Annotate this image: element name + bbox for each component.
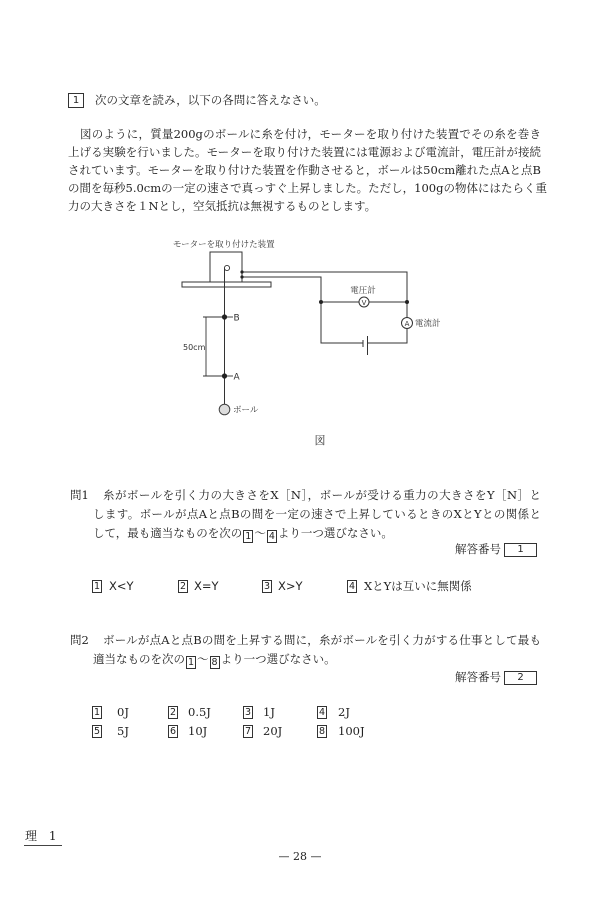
- page-number: — 28 —: [278, 850, 322, 863]
- option-number-box: 4: [318, 707, 326, 718]
- answer-number-box: 2: [504, 671, 537, 685]
- question-text-fragment: より一つ選びなさい。: [277, 526, 393, 540]
- passage-line: 上げる実験を行いました。モーターを取り付けた装置には電源および電流計，電圧計が接続: [68, 145, 541, 159]
- question-label: 問2: [70, 633, 89, 647]
- choice-range-end-box: 4: [268, 531, 275, 542]
- junction-dot: [319, 300, 323, 304]
- question-text-line: します。ボールが点Aと点Bの間を一定の速さで上昇しているときのXとYとの関係と: [93, 507, 541, 521]
- passage-line: 図のように，質量200gのボールに糸を付け，モーターを取り付けた装置でその糸を巻き: [80, 127, 541, 141]
- ammeter-label: 電流計: [415, 319, 441, 329]
- question-text-line: [93, 651, 336, 667]
- option-text: 5J: [117, 724, 129, 738]
- option-number-box: 1: [93, 581, 101, 592]
- point-b-label: B: [233, 313, 240, 324]
- choice-range-end-box: 8: [211, 657, 218, 668]
- passage-line: の間を毎秒5.0cmの一定の速さで真っすぐ上昇しました。ただし，100gの物体にはたらく重: [68, 181, 547, 195]
- subject-label: 理 1: [24, 828, 62, 846]
- option-number-box: 3: [263, 581, 271, 592]
- option-text: X=Y: [194, 579, 219, 593]
- option-text: X<Y: [109, 579, 134, 593]
- option-text: 2J: [338, 705, 350, 719]
- question-label: 問1: [70, 488, 89, 502]
- question-set-number-box: 1: [68, 93, 84, 108]
- option-text: 0J: [117, 705, 129, 719]
- point-b-dot: [222, 314, 227, 319]
- option-number-box: 6: [169, 726, 177, 737]
- option-text: XとYは互いに無関係: [364, 579, 472, 593]
- figure-caption: 図: [314, 434, 326, 447]
- answer-number-label: 解答番号: [455, 542, 501, 556]
- junction-dot: [405, 300, 409, 304]
- point-a-dot: [222, 373, 227, 378]
- voltmeter-label: 電圧計: [350, 286, 376, 296]
- option-text: 1J: [263, 705, 275, 719]
- distance-label: 50cm: [183, 343, 206, 352]
- point-a-label: A: [233, 372, 240, 383]
- ammeter-symbol: A: [404, 319, 410, 328]
- option-number-box: 3: [244, 707, 252, 718]
- terminal-dot: [240, 270, 243, 273]
- option-text: 100J: [338, 724, 365, 738]
- option-number-box: 2: [169, 707, 177, 718]
- voltmeter-symbol: V: [361, 298, 367, 307]
- answer-number-box: 1: [504, 543, 537, 557]
- answer-number-label: 解答番号: [455, 670, 501, 684]
- question-text-line: ボールが点Aと点Bの間を上昇する間に，糸がボールを引く力がする仕事として最も: [103, 633, 541, 647]
- motor-pulley-icon: [224, 265, 229, 270]
- question-text-fragment: して，最も適当なものを次の: [93, 526, 243, 540]
- question-text-fragment: より一つ選びなさい。: [220, 652, 336, 666]
- option-number-box: 8: [318, 726, 326, 737]
- option-text: 0.5J: [188, 705, 211, 719]
- question-text-fragment: 適当なものを次の: [93, 652, 185, 666]
- passage-line: 力の大きさを１Nとし，空気抵抗は無視するものとします。: [68, 199, 377, 213]
- ball-icon: [219, 404, 230, 415]
- choice-range-start-box: 1: [188, 657, 195, 668]
- option-number-box: 4: [348, 581, 356, 592]
- option-text: X>Y: [278, 579, 303, 593]
- mounting-plate: [182, 282, 271, 287]
- passage-line: されています。モーターを取り付けた装置を作動させると，ボールは50cm離れた点Aと点B: [68, 163, 541, 177]
- range-separator: 〜: [197, 652, 209, 666]
- option-number-box: 7: [244, 726, 252, 737]
- option-number-box: 1: [93, 707, 101, 718]
- question-text-line: [93, 525, 393, 541]
- option-number-box: 2: [179, 581, 187, 592]
- terminal-dot: [240, 275, 243, 278]
- option-text: 20J: [263, 724, 283, 738]
- question-text-line: 糸がボールを引く力の大きさをX［N］，ボールが受ける重力の大きさをY［N］と: [103, 488, 541, 502]
- choice-range-start-box: 1: [245, 531, 252, 542]
- range-separator: 〜: [254, 526, 266, 540]
- option-number-box: 5: [93, 726, 101, 737]
- ball-label: ボール: [233, 405, 259, 416]
- option-text: 10J: [188, 724, 208, 738]
- device-label: モーターを取り付けた装置: [173, 240, 275, 250]
- question-set-instruction: 次の文章を読み，以下の各問に答えなさい。: [95, 93, 326, 107]
